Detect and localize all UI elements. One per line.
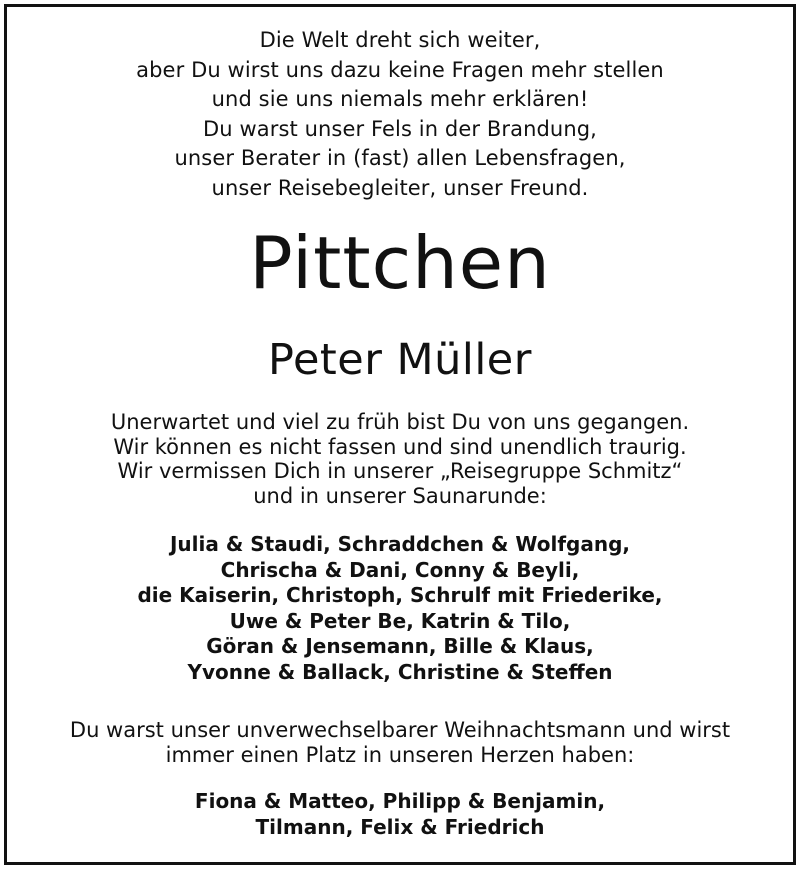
message-line: Unerwartet und viel zu früh bist Du von uns gegangen. — [110, 410, 690, 434]
message-line: und in unserer Saunarunde: — [253, 483, 547, 508]
message2-line: immer einen Platz in unseren Herzen haben: — [165, 742, 635, 767]
mourners-line: Chrischa & Dani, Conny & Beyli, — [220, 557, 580, 582]
intro-line: aber Du wirst uns dazu keine Fragen mehr stellen — [136, 57, 664, 82]
mourners-line: Yvonne & Ballack, Christine & Steffen — [187, 659, 613, 684]
deceased-nickname: Pittchen — [249, 221, 551, 305]
mourners-line: Göran & Jensemann, Bille & Klaus, — [206, 634, 594, 659]
intro-line: unser Reisebegleiter, unser Freund. — [211, 175, 589, 200]
deceased-full-name: Peter Müller — [268, 335, 532, 385]
intro-verse — [0, 26, 800, 203]
message-line: Wir vermissen Dich in unserer „Reisegruppe Schmitz“ — [117, 459, 683, 483]
intro-line: und sie uns niemals mehr erklären! — [211, 87, 589, 111]
condolence-message — [0, 410, 800, 508]
intro-line: unser Berater in (fast) allen Lebensfragen, — [174, 146, 626, 170]
mourners-list — [0, 532, 800, 686]
message2-line: Du warst unser unverwechselbarer Weihnachtsmann und wirst — [69, 718, 731, 742]
mourners-line: Uwe & Peter Be, Katrin & Tilo, — [229, 608, 571, 633]
intro-line: Die Welt dreht sich weiter, — [259, 28, 541, 52]
mourners-line: die Kaiserin, Christoph, Schrulf mit Friederike, — [137, 583, 663, 608]
mourners2-line: Fiona & Matteo, Philipp & Benjamin, — [194, 789, 606, 813]
intro-line: Du warst unser Fels in der Brandung, — [203, 116, 597, 141]
second-mourners-list — [0, 788, 800, 840]
message-line: Wir können es nicht fassen und sind unendlich traurig. — [113, 434, 687, 459]
second-message — [0, 718, 800, 767]
mourners-line: Julia & Staudi, Schraddchen & Wolfgang, — [169, 532, 631, 556]
mourners2-line: Tilmann, Felix & Friedrich — [255, 815, 545, 839]
